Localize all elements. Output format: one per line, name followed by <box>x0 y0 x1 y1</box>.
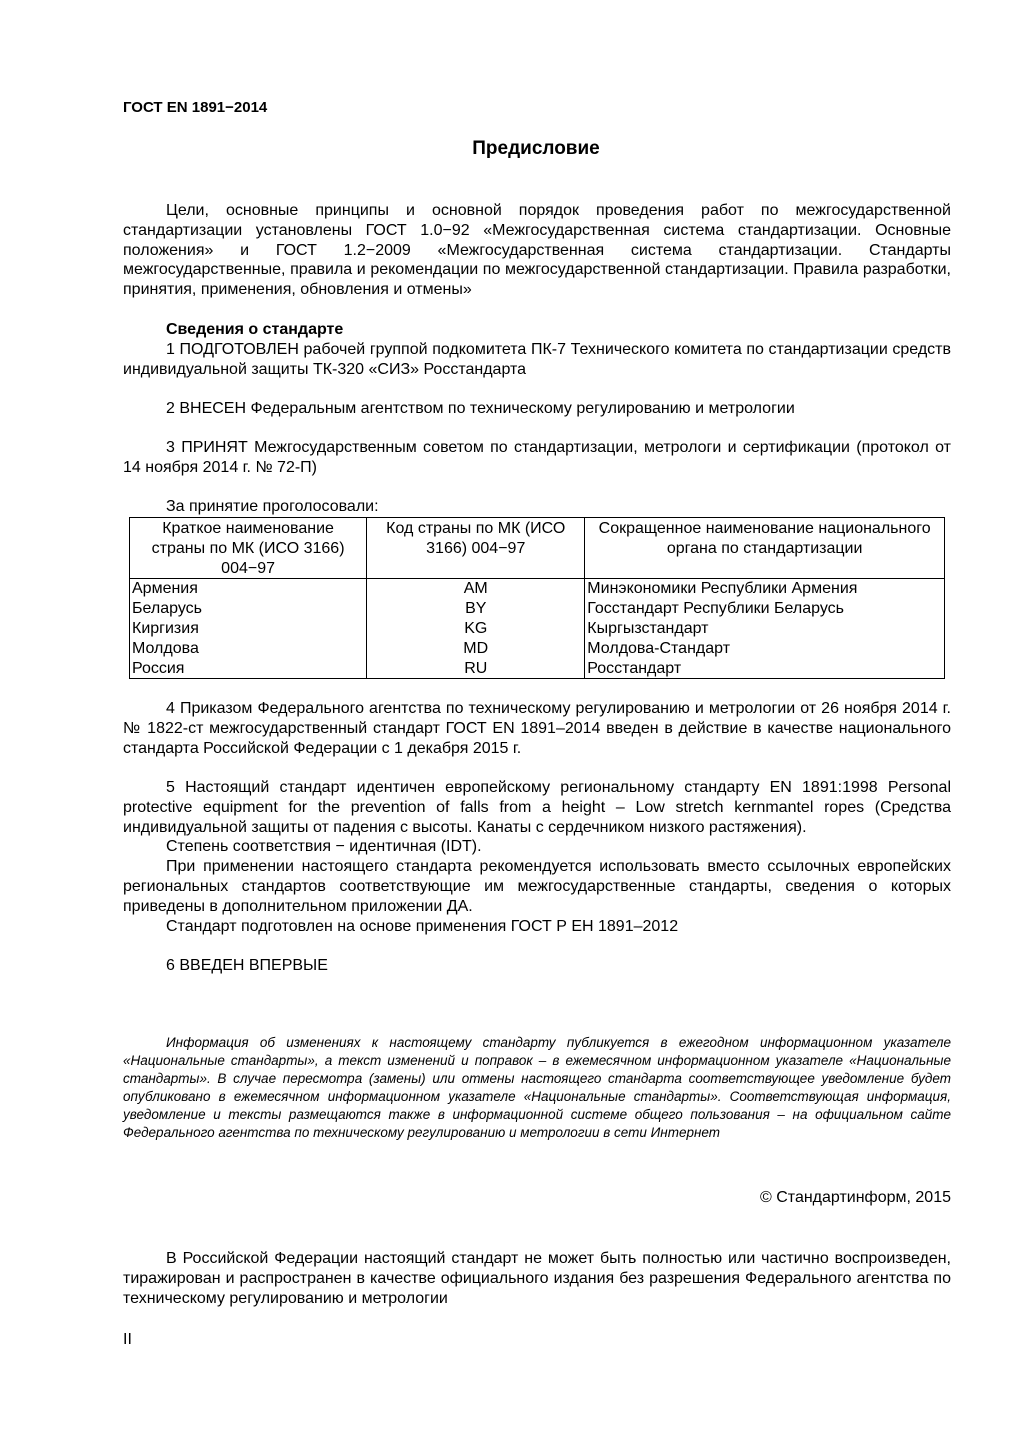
item-4-block <box>123 699 951 758</box>
page-title: Предисловие <box>472 138 600 159</box>
copyright: © Стандартинформ, 2015 <box>760 1189 951 1206</box>
item-5-block <box>123 778 951 936</box>
standard-info-section <box>123 320 951 379</box>
header-body: Сокращенное наименование национального органа по стандартизации <box>585 518 945 579</box>
item-5-references: При применении настоящего стандарта рекомендуется использовать вместо ссылочных европейских региональных стандартов соответствующие им межгосударственные стандарты, сведения о которых приведены в дополнительном приложении ДА. <box>123 858 951 915</box>
table-row <box>130 639 945 659</box>
body-cell: Кыргызстандарт <box>585 619 945 639</box>
item-2-block <box>123 399 951 419</box>
intro-paragraph: Цели, основные принципы и основной порядок проведения работ по межгосударственной стандартизации установлены ГОСТ 1.0−92 «Межгосударственная система стандартизации. Основные положения» и ГОСТ 1.2−2009 «Межгосударственная система стандартизации. Стандарты межгосударственные, правила и рекомендации по межгосударственной стандартизации. Правила разработки, принятия, применения, обновления и отмены» <box>123 202 951 299</box>
item-1: 1 ПОДГОТОВЛЕН рабочей группой подкомитета ПК-7 Технического комитета по стандартизации средств индивидуальной защиты ТК-320 «СИЗ» Росстандарта <box>123 340 951 378</box>
code-cell: MD <box>367 639 585 659</box>
body-cell: Минэкономики Республики Армения <box>585 579 945 599</box>
code-cell: KG <box>367 619 585 639</box>
vote-label-block <box>123 497 951 517</box>
document-code: ГОСТ EN 1891−2014 <box>123 99 268 116</box>
rights-notice: В Российской Федерации настоящий стандарт не может быть полностью или частично воспроизведен, тиражирован и распространен в качестве официального издания без разрешения Федерального агентства по техническому регулированию и метрологии <box>123 1250 951 1307</box>
changes-notice: Информация об изменениях к настоящему стандарту публикуется в ежегодном информационном указателе «Национальные стандарты», а текст изменений и поправок – в ежемесячном информационном указателе «Национальные стандарты». В случае пересмотра (замены) или отмены настоящего стандарта соответствующее уведомление будет опубликовано в ежемесячном информационном указателе «Национальные стандарты». Соответствующая информация, уведомление и тексты размещаются также в информационной системе общего пользования – на официальном сайте Федерального агентства по техническому регулированию и метрологии в сети Интернет <box>123 1035 951 1141</box>
item-6: 6 ВВЕДЕН ВПЕРВЫЕ <box>166 957 328 974</box>
info-heading: Сведения о стандарте <box>166 321 344 338</box>
intro-section <box>123 201 951 300</box>
item-6-block <box>123 956 951 976</box>
country-cell: Беларусь <box>130 599 367 619</box>
country-cell: Россия <box>130 659 367 679</box>
country-cell: Молдова <box>130 639 367 659</box>
table-row <box>130 659 945 679</box>
header-country: Краткое наименование страны по МК (ИСО 3166) 004−97 <box>130 518 367 579</box>
item-5: 5 Настоящий стандарт идентичен европейскому региональному стандарту EN 1891:1998 Personal protective equipment for the prevention of falls from a height – Low stretch kernmantel ropes (Средства индивидуальной защиты от падения с высоты. Канаты с сердечником низкого растяжения). <box>123 779 951 836</box>
page-number: II <box>123 1331 132 1348</box>
item-5-degree: Степень соответствия − идентичная (IDT). <box>166 838 482 856</box>
table-row <box>130 599 945 619</box>
rights-block <box>123 1249 951 1308</box>
item-4: 4 Приказом Федерального агентства по техническому регулированию и метрологии от 26 ноября 2014 г. № 1822-ст межгосударственный стандарт ГОСТ EN 1891–2014 введен в действие в качестве национального стандарта Российской Федерации с 1 декабря 2015 г. <box>123 700 951 757</box>
vote-label: За принятие проголосовали: <box>166 498 379 515</box>
table-header-row <box>130 518 945 579</box>
code-cell: RU <box>367 659 585 679</box>
country-cell: Киргизия <box>130 619 367 639</box>
table-row <box>130 619 945 639</box>
item-3-block <box>123 438 951 478</box>
item-5-basis: Стандарт подготовлен на основе применения ГОСТ Р ЕН 1891–2012 <box>166 917 679 935</box>
country-cell: Армения <box>130 579 367 599</box>
voting-table <box>129 517 945 679</box>
item-2: 2 ВНЕСЕН Федеральным агентством по техническому регулированию и метрологии <box>166 400 795 417</box>
body-cell: Росстандарт <box>585 659 945 679</box>
header-code: Код страны по МК (ИСО 3166) 004−97 <box>367 518 585 579</box>
code-cell: AM <box>367 579 585 599</box>
code-cell: BY <box>367 599 585 619</box>
body-cell: Госстандарт Республики Беларусь <box>585 599 945 619</box>
notice-block <box>123 1034 951 1143</box>
table-row <box>130 579 945 599</box>
body-cell: Молдова-Стандарт <box>585 639 945 659</box>
item-3: 3 ПРИНЯТ Межгосударственным советом по стандартизации, метрологи и сертификации (протокол от 14 ноября 2014 г. № 72-П) <box>123 439 951 476</box>
